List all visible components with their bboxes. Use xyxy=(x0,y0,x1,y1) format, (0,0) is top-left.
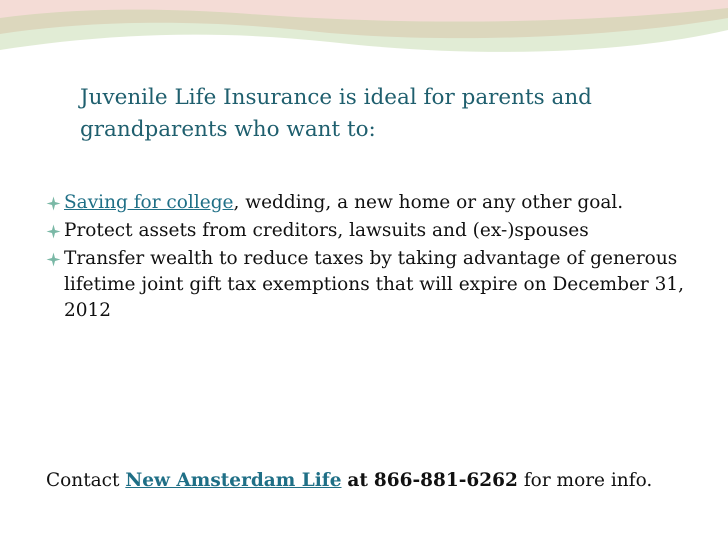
contact-suffix: for more info. xyxy=(523,470,653,491)
contact-at: at xyxy=(347,470,368,491)
diamond-bullet-icon xyxy=(46,196,61,211)
phone-number: 866-881-6262 xyxy=(373,470,518,491)
contact-prefix: Contact xyxy=(46,470,120,491)
saving-for-college-link[interactable]: Saving for college xyxy=(64,192,234,213)
bullet-item xyxy=(46,218,686,244)
title-line-2: grandparents who want to: xyxy=(80,117,376,142)
slide-title xyxy=(80,82,680,146)
bullet-text: Protect assets from creditors, lawsuits and (ex-)spouses xyxy=(64,220,589,241)
title-line-1: Juvenile Life Insurance is ideal for parents and xyxy=(80,85,592,110)
bullet-item xyxy=(46,190,686,216)
diamond-bullet-icon xyxy=(46,224,61,239)
bullet-list xyxy=(46,190,686,326)
company-link[interactable]: New Amsterdam Life xyxy=(125,470,342,491)
bullet-text: Transfer wealth to reduce taxes by taking advantage of generous lifetime joint gift tax exemptions that will expire on December 31, 2012 xyxy=(64,248,685,321)
bullet-item xyxy=(46,246,686,324)
contact-line xyxy=(46,468,706,494)
bullet-text: , wedding, a new home or any other goal. xyxy=(233,192,624,213)
diamond-bullet-icon xyxy=(46,252,61,267)
header-wave-decoration xyxy=(0,0,728,80)
